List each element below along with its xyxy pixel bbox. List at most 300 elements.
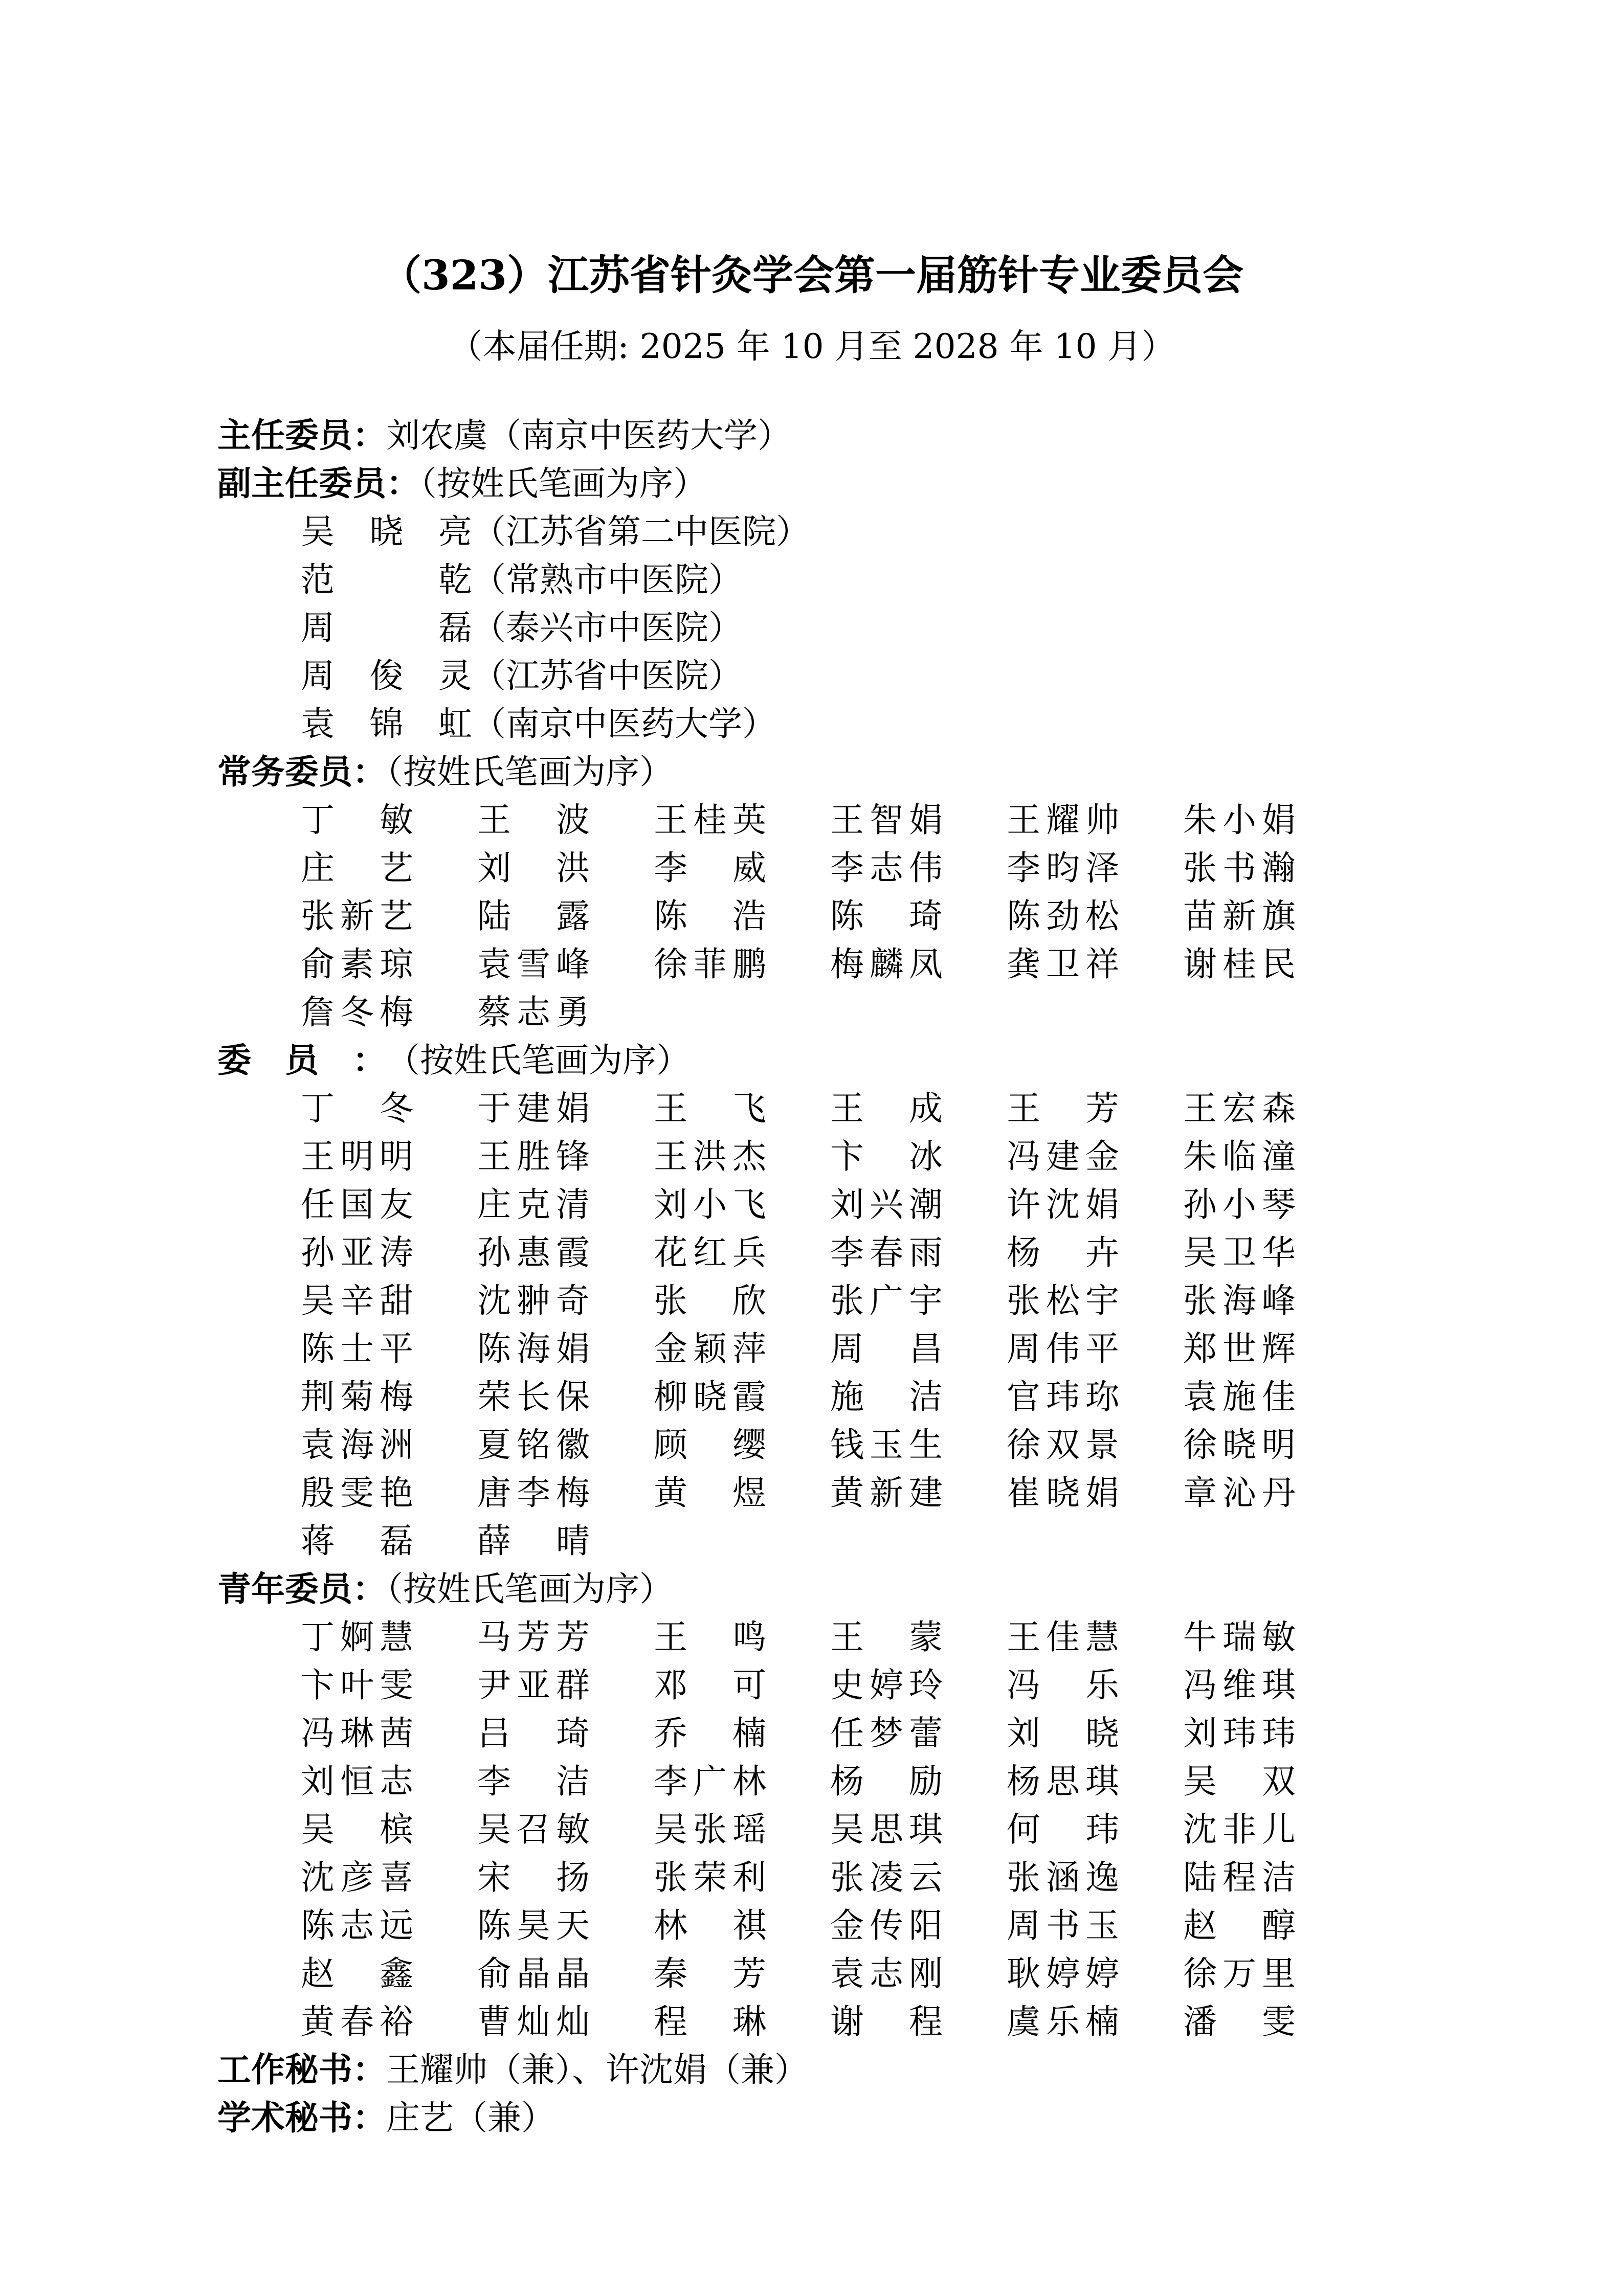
name-cell — [477, 1373, 654, 1421]
name-cell — [301, 1373, 477, 1421]
member-name: 冯琳茜 — [301, 1714, 413, 1753]
vice-directors-note: （按姓氏笔画为序） — [420, 464, 707, 503]
name-cell — [1007, 1806, 1183, 1854]
director-value: 刘农虞（南京中医药大学） — [386, 416, 791, 455]
name-cell — [1007, 1950, 1183, 1998]
member-name: 陈 琦 — [830, 896, 943, 936]
name-row — [217, 1181, 1598, 1229]
member-name: 吴思琪 — [830, 1810, 943, 1849]
member-name: 杨 卉 — [1007, 1233, 1119, 1272]
name-cell — [830, 1758, 1007, 1806]
name-cell — [654, 796, 830, 844]
name-cell — [1183, 1902, 1360, 1950]
name-cell — [301, 1709, 477, 1758]
vice-director-row — [217, 652, 1598, 700]
name-cell — [654, 1181, 830, 1229]
member-name: 王 飞 — [654, 1089, 766, 1128]
name-cell — [477, 1277, 654, 1325]
member-name: 顾 缨 — [654, 1425, 766, 1465]
name-cell — [654, 1806, 830, 1854]
name-cell — [301, 1806, 477, 1854]
member-name: 王 鸣 — [654, 1617, 766, 1657]
name-row — [217, 844, 1598, 892]
member-name: 袁海洲 — [301, 1425, 413, 1465]
name-cell — [301, 940, 477, 988]
member-name: 王耀帅 — [1007, 800, 1119, 840]
committee-roster — [217, 412, 1598, 2142]
name-row — [217, 1854, 1598, 1902]
name-cell — [477, 1229, 654, 1277]
member-name: 林 祺 — [654, 1906, 766, 1945]
name-cell — [1183, 1181, 1360, 1229]
member-name: 唐李梅 — [477, 1473, 590, 1513]
member-name: 李 威 — [654, 848, 766, 888]
member-name: 王胜锋 — [477, 1137, 590, 1176]
academic-secretary-value: 庄艺（兼） — [386, 2098, 555, 2137]
name-cell — [1007, 1229, 1183, 1277]
name-row — [217, 1469, 1598, 1517]
name-cell — [654, 1373, 830, 1421]
name-cell — [830, 1085, 1007, 1133]
member-name: 章沁丹 — [1183, 1473, 1296, 1513]
member-name: 崔晓娟 — [1007, 1473, 1119, 1513]
member-name: 张 欣 — [654, 1281, 766, 1320]
vice-director-org: （江苏省中医院） — [472, 656, 742, 695]
name-cell — [830, 796, 1007, 844]
standing-members-heading — [217, 748, 1598, 796]
name-cell — [830, 1181, 1007, 1229]
name-cell — [477, 1613, 654, 1661]
member-name: 任梦蕾 — [830, 1714, 943, 1753]
member-name: 陈劲松 — [1007, 896, 1119, 936]
name-cell — [1183, 1613, 1360, 1661]
name-cell — [1183, 1421, 1360, 1469]
member-name: 谢桂民 — [1183, 944, 1296, 984]
work-secretary-value: 王耀帅（兼）、许沈娟（兼） — [386, 2050, 808, 2089]
member-name: 徐双景 — [1007, 1425, 1119, 1465]
name-cell — [654, 1229, 830, 1277]
name-cell — [301, 1517, 477, 1565]
name-cell — [830, 1902, 1007, 1950]
member-name: 张松宇 — [1007, 1281, 1119, 1320]
member-name: 金传阳 — [830, 1906, 943, 1945]
member-name: 苗新旗 — [1183, 896, 1296, 936]
vice-director-name: 周俊灵 — [301, 656, 472, 695]
name-cell — [301, 988, 477, 1037]
name-cell — [301, 1229, 477, 1277]
member-name: 李广林 — [654, 1762, 766, 1801]
member-name: 潘 雯 — [1183, 2002, 1296, 2041]
name-cell — [1183, 1133, 1360, 1181]
name-row — [217, 1517, 1598, 1565]
name-cell — [830, 844, 1007, 892]
name-cell — [1183, 1277, 1360, 1325]
name-cell — [477, 1661, 654, 1709]
member-name: 庄 艺 — [301, 848, 413, 888]
vice-director-org: （泰兴市中医院） — [472, 608, 742, 647]
academic-secretary-label: 学术秘书： — [217, 2098, 386, 2137]
name-cell — [477, 796, 654, 844]
name-cell — [477, 1133, 654, 1181]
member-name: 孙惠霞 — [477, 1233, 590, 1272]
name-cell — [1183, 796, 1360, 844]
name-cell — [477, 844, 654, 892]
vice-director-name: 周 磊 — [301, 608, 472, 647]
name-cell — [1183, 1854, 1360, 1902]
member-name: 许沈娟 — [1007, 1185, 1119, 1224]
member-name: 袁施佳 — [1183, 1377, 1296, 1416]
member-name: 王桂英 — [654, 800, 766, 840]
member-name: 徐晓明 — [1183, 1425, 1296, 1465]
name-cell — [654, 1277, 830, 1325]
member-name: 张荣利 — [654, 1858, 766, 1897]
name-cell — [830, 1854, 1007, 1902]
member-name: 金颖萍 — [654, 1329, 766, 1368]
youth-members-label: 青年委员： — [217, 1569, 386, 1609]
member-name: 史婷玲 — [830, 1665, 943, 1705]
vice-director-name: 范 乾 — [301, 560, 472, 599]
name-cell — [477, 1902, 654, 1950]
name-cell — [301, 1133, 477, 1181]
vice-director-row — [217, 700, 1598, 748]
vice-director-row — [217, 604, 1598, 652]
name-cell — [1183, 1085, 1360, 1133]
name-cell — [1183, 1661, 1360, 1709]
member-name: 邓 可 — [654, 1665, 766, 1705]
member-name: 王智娟 — [830, 800, 943, 840]
member-name: 詹冬梅 — [301, 993, 413, 1032]
name-cell — [830, 1709, 1007, 1758]
name-cell — [1183, 1806, 1360, 1854]
name-cell — [477, 1517, 654, 1565]
youth-members-grid — [217, 1613, 1598, 2046]
name-cell — [1183, 892, 1360, 940]
name-cell — [477, 1758, 654, 1806]
name-cell — [477, 1854, 654, 1902]
name-cell — [654, 844, 830, 892]
member-name: 刘小飞 — [654, 1185, 766, 1224]
member-name: 刘兴潮 — [830, 1185, 943, 1224]
name-cell — [654, 1998, 830, 2046]
member-name: 施 洁 — [830, 1377, 943, 1416]
member-name: 袁雪峰 — [477, 944, 590, 984]
member-name: 吴 槟 — [301, 1810, 413, 1849]
name-row — [217, 1085, 1598, 1133]
member-name: 吴召敏 — [477, 1810, 590, 1849]
name-cell — [830, 1661, 1007, 1709]
member-name: 王 芳 — [1007, 1089, 1119, 1128]
name-cell — [477, 988, 654, 1037]
name-cell — [830, 940, 1007, 988]
name-cell — [301, 1854, 477, 1902]
name-cell — [1007, 1421, 1183, 1469]
name-cell — [830, 1277, 1007, 1325]
name-row — [217, 1229, 1598, 1277]
name-cell — [1007, 940, 1183, 988]
member-name: 孙小琴 — [1183, 1185, 1296, 1224]
member-name: 陈士平 — [301, 1329, 413, 1368]
name-cell — [654, 1469, 830, 1517]
member-name: 庄克清 — [477, 1185, 590, 1224]
name-cell — [830, 1998, 1007, 2046]
name-row — [217, 1998, 1598, 2046]
member-name: 吕 琦 — [477, 1714, 590, 1753]
vice-directors-label: 副主任委员： — [217, 464, 420, 503]
member-name: 朱临潼 — [1183, 1137, 1296, 1176]
member-name: 冯建金 — [1007, 1137, 1119, 1176]
name-cell — [301, 796, 477, 844]
member-name: 程 琳 — [654, 2002, 766, 2041]
member-name: 蔡志勇 — [477, 993, 590, 1032]
member-name: 宋 扬 — [477, 1858, 590, 1897]
member-name: 殷雯艳 — [301, 1473, 413, 1513]
member-name: 王 波 — [477, 800, 590, 840]
name-cell — [654, 892, 830, 940]
name-cell — [301, 1758, 477, 1806]
name-cell — [654, 1661, 830, 1709]
members-label: 委员： — [217, 1041, 386, 1080]
member-name: 陈 浩 — [654, 896, 766, 936]
member-name: 张海峰 — [1183, 1281, 1296, 1320]
member-name: 荆菊梅 — [301, 1377, 413, 1416]
standing-members-label: 常务委员： — [217, 752, 386, 792]
member-name: 王佳慧 — [1007, 1617, 1119, 1657]
member-name: 沈非儿 — [1183, 1810, 1296, 1849]
name-cell — [1007, 1469, 1183, 1517]
name-cell — [1183, 1469, 1360, 1517]
member-name: 丁婀慧 — [301, 1617, 413, 1657]
member-name: 李志伟 — [830, 848, 943, 888]
name-row — [217, 1277, 1598, 1325]
youth-members-heading — [217, 1565, 1598, 1613]
name-cell — [830, 1325, 1007, 1373]
member-name: 王 蒙 — [830, 1617, 943, 1657]
member-name: 陈昊天 — [477, 1906, 590, 1945]
member-name: 杨 励 — [830, 1762, 943, 1801]
name-cell — [1007, 892, 1183, 940]
name-cell — [301, 1469, 477, 1517]
name-row — [217, 1661, 1598, 1709]
member-name: 徐万里 — [1183, 1954, 1296, 1993]
work-secretary-line — [217, 2046, 1598, 2094]
name-cell — [654, 1758, 830, 1806]
name-cell — [1007, 1854, 1183, 1902]
member-name: 张凌云 — [830, 1858, 943, 1897]
member-name: 吴张瑶 — [654, 1810, 766, 1849]
member-name: 陆程洁 — [1183, 1858, 1296, 1897]
member-name: 丁 冬 — [301, 1089, 413, 1128]
member-name: 任国友 — [301, 1185, 413, 1224]
member-name: 秦 芳 — [654, 1954, 766, 1993]
name-cell — [1183, 1758, 1360, 1806]
name-cell — [1183, 844, 1360, 892]
member-name: 周书玉 — [1007, 1906, 1119, 1945]
name-cell — [301, 844, 477, 892]
member-name: 卞叶雯 — [301, 1665, 413, 1705]
member-name: 周 昌 — [830, 1329, 943, 1368]
member-name: 杨思琪 — [1007, 1762, 1119, 1801]
member-name: 刘 洪 — [477, 848, 590, 888]
name-cell — [301, 1998, 477, 2046]
member-name: 马芳芳 — [477, 1617, 590, 1657]
member-name: 俞素琼 — [301, 944, 413, 984]
member-name: 李昀泽 — [1007, 848, 1119, 888]
name-cell — [1007, 1998, 1183, 2046]
standing-members-note: （按姓氏笔画为序） — [386, 752, 673, 792]
member-name: 郑世辉 — [1183, 1329, 1296, 1368]
member-name: 刘 晓 — [1007, 1714, 1119, 1753]
member-name: 王洪杰 — [654, 1137, 766, 1176]
name-cell — [1007, 1661, 1183, 1709]
name-cell — [301, 1421, 477, 1469]
member-name: 官玮珎 — [1007, 1377, 1119, 1416]
member-name: 牛瑞敏 — [1183, 1617, 1296, 1657]
member-name: 徐菲鹏 — [654, 944, 766, 984]
name-row — [217, 1709, 1598, 1758]
name-cell — [830, 1229, 1007, 1277]
name-cell — [301, 1902, 477, 1950]
work-secretary-label: 工作秘书： — [217, 2050, 386, 2089]
name-cell — [477, 1469, 654, 1517]
member-name: 荣长保 — [477, 1377, 590, 1416]
member-name: 吴辛甜 — [301, 1281, 413, 1320]
member-name: 刘恒志 — [301, 1762, 413, 1801]
member-name: 孙亚涛 — [301, 1233, 413, 1272]
name-cell — [477, 1085, 654, 1133]
name-cell — [654, 1613, 830, 1661]
member-name: 赵 鑫 — [301, 1954, 413, 1993]
name-cell — [477, 940, 654, 988]
member-name: 柳晓霞 — [654, 1377, 766, 1416]
name-cell — [477, 1998, 654, 2046]
member-name: 龚卫祥 — [1007, 944, 1119, 984]
vice-director-name: 吴晓亮 — [301, 512, 472, 551]
term-subtitle: （本届任期: 2025 年 10 月至 2028 年 10 月） — [449, 327, 1175, 366]
member-name: 王宏森 — [1183, 1089, 1296, 1128]
member-name: 王 成 — [830, 1089, 943, 1128]
name-cell — [654, 1133, 830, 1181]
member-name: 袁志刚 — [830, 1954, 943, 1993]
director-line — [217, 412, 1598, 460]
name-row — [217, 796, 1598, 844]
member-name: 冯 乐 — [1007, 1665, 1119, 1705]
member-name: 周伟平 — [1007, 1329, 1119, 1368]
name-cell — [1007, 1902, 1183, 1950]
name-cell — [1007, 1709, 1183, 1758]
member-name: 卞 冰 — [830, 1137, 943, 1176]
name-cell — [830, 892, 1007, 940]
name-row — [217, 1613, 1598, 1661]
vice-director-row — [217, 508, 1598, 556]
name-cell — [830, 1806, 1007, 1854]
member-name: 丁 敏 — [301, 800, 413, 840]
name-row — [217, 1373, 1598, 1421]
member-name: 耿婷婷 — [1007, 1954, 1119, 1993]
members-heading — [217, 1037, 1598, 1085]
member-name: 张书瀚 — [1183, 848, 1296, 888]
name-row — [217, 1806, 1598, 1854]
members-note: （按姓氏笔画为序） — [386, 1041, 690, 1080]
name-cell — [1183, 1229, 1360, 1277]
name-cell — [1183, 1950, 1360, 1998]
name-cell — [830, 1950, 1007, 1998]
member-name: 朱小娟 — [1183, 800, 1296, 840]
standing-members-grid — [217, 796, 1598, 1037]
name-cell — [1007, 1613, 1183, 1661]
vice-directors-heading — [217, 460, 1598, 508]
academic-secretary-line — [217, 2094, 1598, 2142]
vice-directors-list — [217, 508, 1598, 748]
name-cell — [830, 1613, 1007, 1661]
member-name: 谢 程 — [830, 2002, 943, 2041]
director-label: 主任委员： — [217, 416, 386, 455]
name-cell — [301, 1661, 477, 1709]
member-name: 花红兵 — [654, 1233, 766, 1272]
name-cell — [830, 1421, 1007, 1469]
member-name: 梅麟凤 — [830, 944, 943, 984]
name-cell — [301, 1181, 477, 1229]
vice-director-name: 袁锦虹 — [301, 704, 472, 744]
member-name: 黄春裕 — [301, 2002, 413, 2041]
member-name: 钱玉生 — [830, 1425, 943, 1465]
name-cell — [301, 1613, 477, 1661]
name-cell — [654, 1902, 830, 1950]
member-name: 薛 晴 — [477, 1521, 590, 1561]
member-name: 冯维琪 — [1183, 1665, 1296, 1705]
member-name: 黄新建 — [830, 1473, 943, 1513]
member-name: 张广宇 — [830, 1281, 943, 1320]
member-name: 乔 楠 — [654, 1714, 766, 1753]
member-name: 陈海娟 — [477, 1329, 590, 1368]
name-row — [217, 1950, 1598, 1998]
member-name: 何 玮 — [1007, 1810, 1119, 1849]
name-cell — [830, 1469, 1007, 1517]
vice-director-org: （江苏省第二中医院） — [472, 512, 810, 551]
name-cell — [477, 1181, 654, 1229]
name-cell — [654, 1421, 830, 1469]
member-name: 俞晶晶 — [477, 1954, 590, 1993]
name-row — [217, 1421, 1598, 1469]
name-cell — [830, 1373, 1007, 1421]
vice-director-org: （南京中医药大学） — [472, 704, 776, 744]
name-cell — [477, 1806, 654, 1854]
name-cell — [1007, 1758, 1183, 1806]
name-cell — [301, 892, 477, 940]
member-name: 夏铭徽 — [477, 1425, 590, 1465]
member-name: 陆 露 — [477, 896, 590, 936]
member-name: 沈翀奇 — [477, 1281, 590, 1320]
member-name: 于建娟 — [477, 1089, 590, 1128]
member-name: 蒋 磊 — [301, 1521, 413, 1561]
member-name: 张新艺 — [301, 896, 413, 936]
name-cell — [477, 1325, 654, 1373]
youth-members-note: （按姓氏笔画为序） — [386, 1569, 673, 1609]
member-name: 李春雨 — [830, 1233, 943, 1272]
name-cell — [477, 892, 654, 940]
member-name: 曹灿灿 — [477, 2002, 590, 2041]
name-cell — [1007, 1181, 1183, 1229]
member-name: 尹亚群 — [477, 1665, 590, 1705]
member-name: 张涵逸 — [1007, 1858, 1119, 1897]
member-name: 沈彦喜 — [301, 1858, 413, 1897]
name-cell — [477, 1950, 654, 1998]
name-cell — [1183, 940, 1360, 988]
name-cell — [301, 1325, 477, 1373]
member-name: 李 洁 — [477, 1762, 590, 1801]
name-cell — [1007, 796, 1183, 844]
name-row — [217, 940, 1598, 988]
vice-director-row — [217, 556, 1598, 604]
